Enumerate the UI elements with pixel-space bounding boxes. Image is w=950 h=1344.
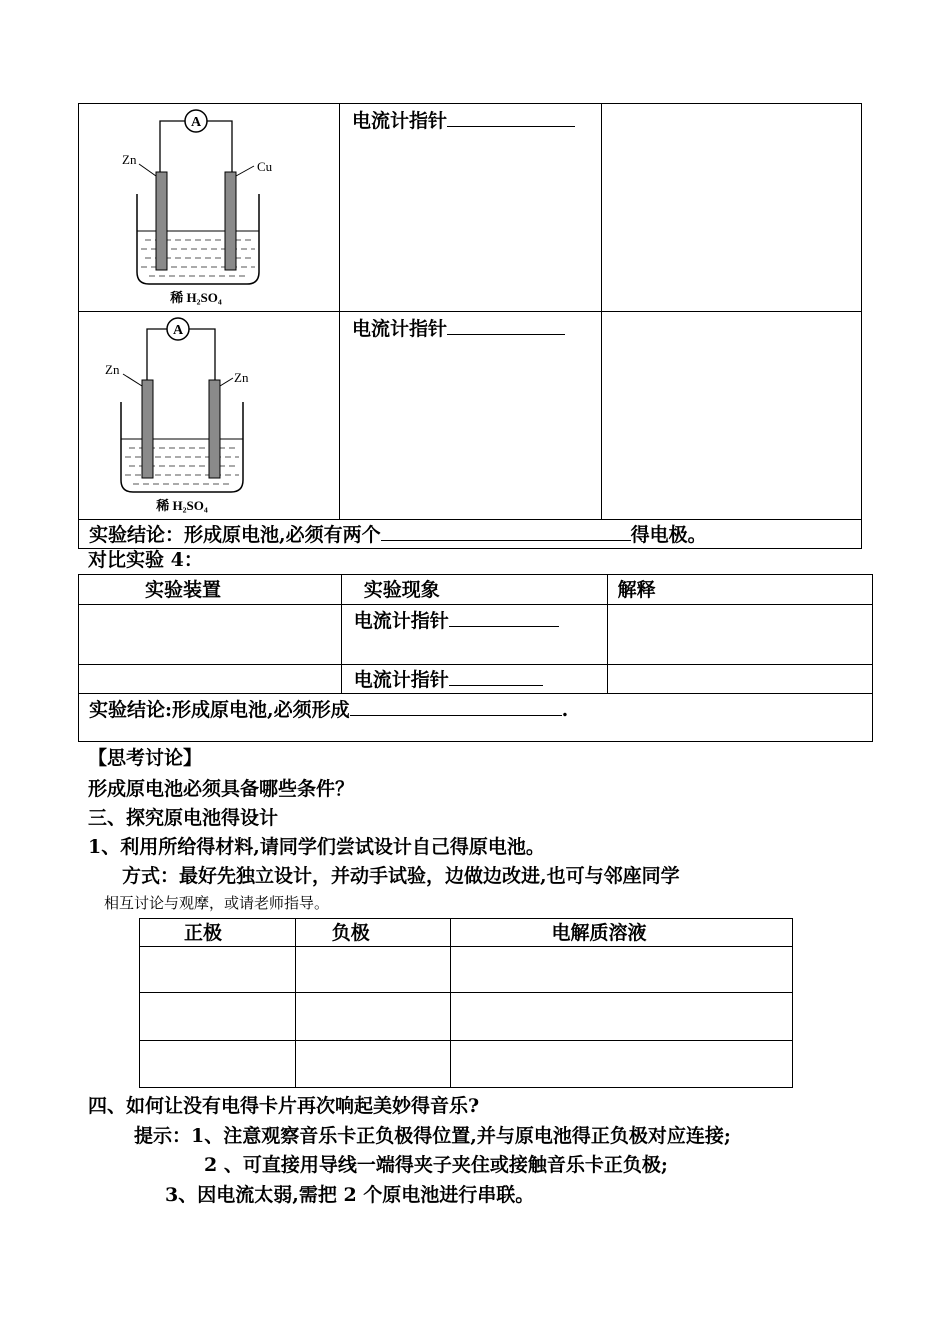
apparatus-cell — [79, 312, 340, 520]
experiment-table-1 — [78, 103, 862, 549]
electrolyte-cell[interactable] — [451, 947, 793, 993]
explanation-cell[interactable] — [601, 312, 861, 520]
right-electrode — [225, 172, 236, 270]
negative-cell[interactable] — [295, 993, 451, 1041]
header-explanation: 解释 — [607, 575, 872, 605]
left-electrode-label: Zn — [122, 152, 137, 167]
right-electrode-label: Cu — [257, 159, 273, 174]
discussion-title: 【思考讨论】 — [88, 747, 203, 769]
experiment4-title: 对比实验 4： — [88, 549, 203, 571]
positive-cell[interactable] — [140, 993, 296, 1041]
explanation-cell[interactable] — [607, 665, 872, 694]
answer-blank[interactable] — [381, 522, 631, 541]
apparatus-cell[interactable] — [79, 605, 342, 665]
conclusion-prefix: 实验结论：形成原电池,必须有两个 — [89, 524, 381, 546]
header-phenomenon: 实验现象 — [341, 575, 607, 605]
section3-title: 三、探究原电池得设计 — [88, 807, 279, 829]
explanation-cell[interactable] — [607, 605, 872, 665]
section4-hint2: 2 、可直接用导线一端得夹子夹住或接触音乐卡正负极; — [204, 1154, 668, 1176]
answer-blank[interactable] — [449, 608, 559, 627]
phenomenon-cell — [339, 312, 601, 520]
left-electrode-label: Zn — [105, 362, 120, 377]
explanation-cell[interactable] — [601, 104, 861, 312]
electrolyte-cell[interactable] — [451, 993, 793, 1041]
ammeter-label: A — [172, 323, 184, 338]
section3-method-line2: 相互讨论与观摩，或请老师指导。 — [104, 894, 330, 912]
beaker — [121, 402, 243, 492]
positive-cell[interactable] — [140, 947, 296, 993]
positive-cell[interactable] — [140, 1041, 296, 1088]
discussion-question: 形成原电池必须具备哪些条件？ — [88, 778, 355, 800]
beaker — [137, 194, 259, 284]
negative-cell[interactable] — [295, 1041, 451, 1088]
phenomenon-cell — [339, 104, 601, 312]
conclusion-row — [79, 694, 873, 742]
right-electrode — [209, 380, 220, 478]
conclusion-prefix: 实验结论:形成原电池,必须形成 — [89, 699, 350, 721]
apparatus-cell[interactable] — [79, 665, 342, 694]
conclusion-suffix: 得电极。 — [630, 524, 707, 546]
zn-zn-cell-diagram — [79, 312, 338, 515]
section3-method-line1: 方式：最好先独立设计，并动手试验，边做边改进,也可与邻座同学 — [122, 865, 680, 887]
answer-blank[interactable] — [350, 697, 562, 716]
right-electrode-label: Zn — [234, 370, 249, 385]
left-electrode — [142, 380, 153, 478]
left-electrode — [156, 172, 167, 270]
section3-item1: 1、利用所给得材料,请同学们尝试设计自己得原电池。 — [88, 836, 545, 858]
header-electrolyte: 电解质溶液 — [451, 919, 793, 947]
experiment4-table — [78, 574, 873, 742]
phenomenon-text: 电流计指针 — [351, 110, 447, 132]
ammeter-label: A — [190, 115, 202, 130]
phenomenon-cell — [341, 665, 607, 694]
section4-hint1: 提示：1、注意观察音乐卡正负极得位置,并与原电池得正负极对应连接; — [134, 1125, 731, 1147]
conclusion-suffix: . — [561, 699, 569, 721]
phenomenon-cell — [341, 605, 607, 665]
solution-label: 稀 H₂SO₄ — [156, 498, 208, 513]
electrolyte-cell[interactable] — [451, 1041, 793, 1088]
negative-cell[interactable] — [295, 947, 451, 993]
conclusion-row — [79, 520, 862, 549]
section4-hint3: 3、因电流太弱,需把 2 个原电池进行串联。 — [165, 1184, 535, 1206]
answer-blank[interactable] — [447, 108, 575, 127]
apparatus-cell — [79, 104, 340, 312]
solution-label: 稀 H₂SO₄ — [170, 290, 222, 305]
phenomenon-text: 电流计指针 — [353, 669, 449, 691]
header-negative-electrode: 负极 — [295, 919, 451, 947]
header-apparatus: 实验装置 — [79, 575, 342, 605]
zn-cu-cell-diagram — [79, 104, 338, 307]
phenomenon-text: 电流计指针 — [353, 610, 449, 632]
phenomenon-text: 电流计指针 — [351, 318, 447, 340]
answer-blank[interactable] — [449, 667, 543, 686]
header-positive-electrode: 正极 — [140, 919, 296, 947]
design-table — [139, 918, 793, 1088]
answer-blank[interactable] — [447, 316, 565, 335]
section4-title: 四、如何让没有电得卡片再次响起美妙得音乐? — [88, 1095, 480, 1117]
